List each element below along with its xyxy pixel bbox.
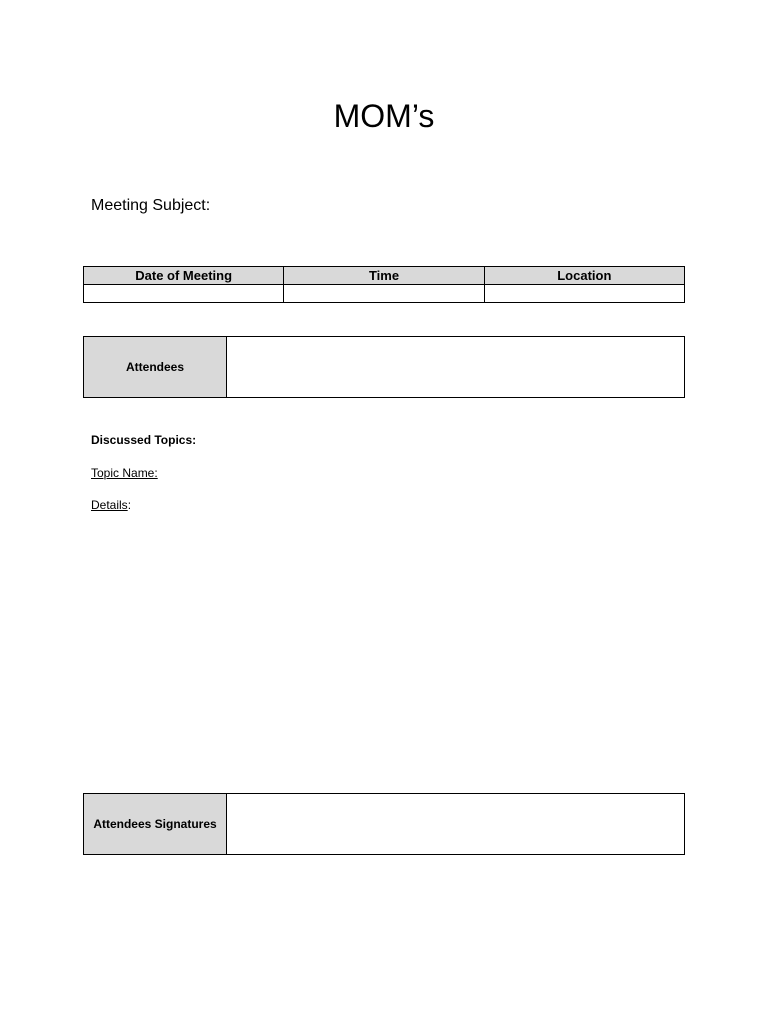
attendees-label: Attendees — [84, 337, 227, 397]
time-cell[interactable] — [284, 285, 484, 303]
date-of-meeting-header: Date of Meeting — [84, 267, 284, 285]
attendees-signatures-value[interactable] — [227, 794, 684, 854]
details-colon: : — [127, 498, 132, 512]
table-row — [84, 285, 685, 303]
attendees-value[interactable] — [227, 337, 684, 397]
date-of-meeting-cell[interactable] — [84, 285, 284, 303]
attendees-signatures-label: Attendees Signatures — [84, 794, 227, 854]
topic-name-label: Topic Name: — [91, 466, 158, 480]
table-header-row — [84, 267, 685, 285]
details-label: Details — [91, 498, 128, 512]
meeting-subject-label: Meeting Subject: — [91, 197, 211, 214]
meeting-info-table — [83, 266, 685, 303]
attendees-box — [83, 336, 685, 398]
location-header: Location — [484, 267, 684, 285]
location-cell[interactable] — [484, 285, 684, 303]
time-header: Time — [284, 267, 484, 285]
details-label-line — [91, 497, 131, 513]
attendees-signatures-box — [83, 793, 685, 855]
discussed-topics-heading: Discussed Topics: — [91, 433, 197, 447]
document-title: MOM’s — [333, 98, 435, 134]
